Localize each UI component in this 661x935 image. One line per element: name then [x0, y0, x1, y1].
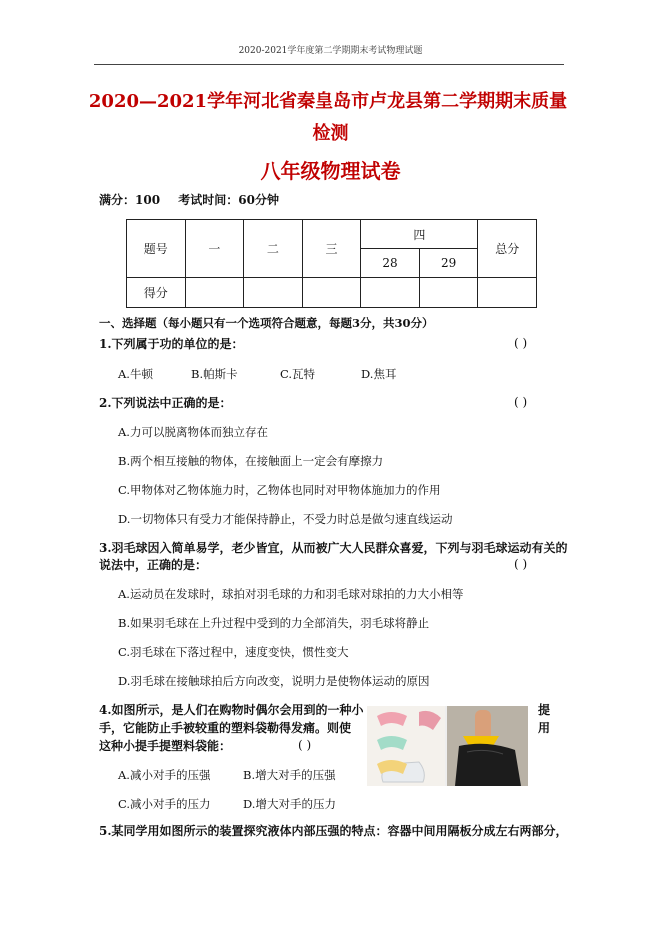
q1-option-d: D.焦耳: [361, 367, 397, 381]
q3-option-a: A.运动员在发球时，球拍对羽毛球的力和羽毛球对球拍的力大小相等: [118, 587, 464, 601]
q2-option-d: D.一切物体只有受力才能保持静止，不受力时总是做匀速直线运动: [118, 512, 453, 526]
q4-option-b: B.增大对手的压强: [243, 768, 336, 782]
score-cell[interactable]: [419, 278, 478, 308]
cell-col-1: 一: [185, 220, 244, 278]
cell-label-num: 题号: [127, 220, 186, 278]
q2-option-b: B.两个相互接触的物体，在接触面上一定会有摩擦力: [118, 454, 384, 468]
question-3-stem-1: 3.羽毛球因入简单易学，老少皆宜，从而被广大人民群众喜爱，下列与羽毛球运动有关的: [99, 541, 568, 555]
cell-col-2: 二: [244, 220, 303, 278]
cell-col-3: 三: [302, 220, 361, 278]
q3-option-c: C.羽毛球在下落过程中，速度变快，惯性变大: [118, 645, 349, 659]
question-2-stem: 2.下列说法中正确的是：: [99, 396, 232, 410]
cell-col-29: 29: [419, 249, 478, 278]
cell-total: 总分: [478, 220, 537, 278]
score-cell[interactable]: [185, 278, 244, 308]
q4-option-a: A.减小对手的压强: [118, 768, 211, 782]
score-cell[interactable]: [361, 278, 420, 308]
question-4-stem-1-end: 提: [538, 703, 551, 717]
q3-option-d: D.羽毛球在接触球拍后方向改变，说明力是使物体运动的原因: [118, 674, 430, 688]
question-3-stem-2: 说法中，正确的是：: [99, 558, 208, 572]
question-3-answer[interactable]: ( ): [514, 557, 528, 571]
cell-label-score: 得分: [127, 278, 186, 308]
score-table: [126, 219, 537, 308]
page-header: 2020-2021学年度第二学期期末考试物理试题: [238, 46, 423, 56]
score-cell[interactable]: [302, 278, 361, 308]
section-heading: 一、选择题（每小题只有一个选项符合题意，每题3分，共30分）: [99, 316, 434, 330]
score-cell[interactable]: [478, 278, 537, 308]
header-divider: [94, 64, 564, 65]
q1-option-b: B.帕斯卡: [191, 367, 238, 381]
question-2-answer[interactable]: ( ): [514, 395, 528, 409]
q1-option-a: A.牛顿: [118, 367, 153, 381]
q4-option-c: C.减小对手的压力: [118, 797, 211, 811]
q4-option-d: D.增大对手的压力: [243, 797, 336, 811]
title-line-3: 八年级物理试卷: [260, 159, 401, 183]
score-cell[interactable]: [244, 278, 303, 308]
question-4-stem-1: 4.如图所示，是人们在购物时偶尔会用到的一种小: [99, 703, 364, 717]
question-4-answer[interactable]: ( ): [298, 738, 312, 752]
question-1-stem: 1.下列属于功的单位的是：: [99, 337, 244, 351]
q2-option-a: A.力可以脱离物体而独立存在: [118, 425, 268, 439]
exam-time: 考试时间：60分钟: [178, 193, 279, 207]
full-score: 满分：100: [99, 193, 161, 207]
handle-illustration: [367, 706, 528, 786]
question-4-stem-2-end: 用: [538, 721, 551, 735]
cell-col-4: 四: [361, 220, 478, 249]
question-4-stem-2: 手，它能防止手被较重的塑料袋勒得发痛。则使: [99, 721, 352, 735]
cell-col-28: 28: [361, 249, 420, 278]
question-4-stem-3: 这种小提手提塑料袋能：: [99, 739, 232, 753]
question-1-answer[interactable]: ( ): [514, 336, 528, 350]
q2-option-c: C.甲物体对乙物体施力时，乙物体也同时对甲物体施加力的作用: [118, 483, 441, 497]
question-5-stem: 5.某同学用如图所示的装置探究液体内部压强的特点：容器中间用隔板分成左右两部分，: [99, 824, 568, 838]
title-line-1: 2020—2021学年河北省秦皇岛市卢龙县第二学期期末质量: [88, 91, 568, 112]
q1-option-c: C.瓦特: [280, 367, 316, 381]
shopping-handle-photo: [367, 706, 528, 786]
title-line-2: 检测: [312, 123, 349, 144]
exam-meta: [99, 191, 293, 208]
q3-option-b: B.如果羽毛球在上升过程中受到的力全部消失，羽毛球将静止: [118, 616, 430, 630]
